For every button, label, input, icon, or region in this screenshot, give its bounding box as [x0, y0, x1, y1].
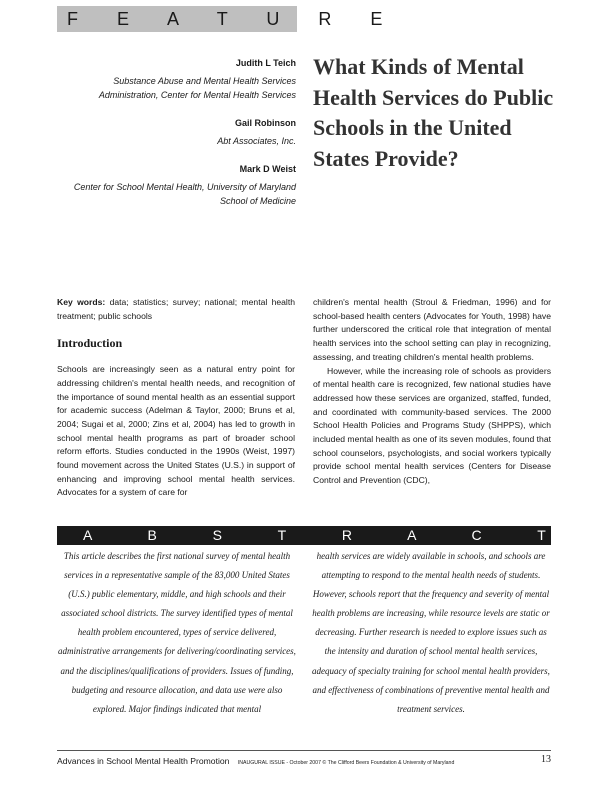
author-affiliation: Substance Abuse and Mental Health Services Administration, Center for Mental Health Services: [98, 76, 296, 100]
keywords: [57, 296, 295, 323]
author-name: Judith L Teich: [235, 58, 296, 68]
left-column: [57, 296, 295, 500]
body-paragraph: Schools are increasingly seen as a natural entry point for addressing children's mental health needs, and recognition of the importance of sound mental health as an essential support for academic success (Adelman & Taylor, 2000; Bruns et al, 2004; Sugai et al, 2000; Zins et al, 2004) has led to growth in school mental health programs as part of broader school reform efforts. Studies conducted in the 1990s (Weist, 1997) found movement across the United States (U.S.) in support of enhancing and improving school mental health services. Advocates for a system of care for: [57, 364, 295, 498]
page-footer: [57, 756, 551, 766]
author-affiliation: Center for School Mental Health, University of Maryland School of Medicine: [73, 182, 296, 206]
issue-info: INAUGURAL ISSUE - October 2007 © The Clifford Beers Foundation & University of Maryland: [237, 760, 455, 766]
abstract-text-right: health services are widely available in schools, and schools are attempting to respond to the mental health needs of students. However, schools report that the frequency and severity of mental health problems are increasing, while resource levels are static or decreasing. Further research is needed to explore issues such as the intensity and duration of school mental health services, adequacy of specialty training for school mental health providers, and effectiveness of combinations of preventive mental health and treatment services.: [312, 551, 550, 714]
feature-banner: [57, 6, 400, 32]
right-column: [313, 296, 551, 488]
author-name: Gail Robinson: [234, 118, 296, 128]
section-heading: Introduction: [57, 336, 123, 351]
article-title: What Kinds of Mental Health Services do Public Schools in the United States Provide?: [313, 54, 554, 171]
author-name: Mark D Weist: [239, 164, 296, 174]
journal-name: Advances in School Mental Health Promotion: [57, 756, 230, 766]
page-number: 13: [541, 754, 551, 765]
feature-label: F E A T U R E: [67, 9, 400, 29]
keywords-text: data; statistics; survey; national; mental health treatment; public schools: [57, 297, 295, 321]
keywords-label: Key words:: [57, 297, 106, 307]
abstract-banner: [57, 526, 572, 545]
author-affiliation: Abt Associates, Inc.: [217, 136, 296, 146]
author-block: [70, 56, 296, 222]
body-paragraph: However, while the increasing role of schools as providers of mental health care is recognized, few national studies have addressed how these services are organized, staffed, funded, and coordinated with community-based services. The 2000 School Health Policies and Programs Study (SHPPS), which included mental health as one of its seven modules, found that school counselors, psychologists, and social workers typically provide school mental health services (Centers for Disease Control and Prevention (CDC),: [313, 365, 551, 486]
body-paragraph: children's mental health (Stroul & Friedman, 1996) and for school-based health centers (Advocates for Youth, 1998) have further underscored the critical role that integration of mental health services into the school setting can play in recognizing, assessing, and treating children's mental health problems.: [313, 297, 551, 362]
footer-divider: [57, 750, 551, 751]
abstract-text-left: This article describes the first national survey of mental health services in a representative sample of the 83,000 United States (U.S.) public elementary, middle, and high schools and their associated school districts. The survey identified types of mental health problem encountered, types of service delivered, administrative arrangements for delivering/coordinating services, and the disciplines/qualifications of providers. Issues of funding, budgeting and resource allocation, and data use were also explored. Major findings indicated that mental: [58, 551, 296, 714]
abstract-label: A B S T R A C T: [83, 527, 572, 543]
